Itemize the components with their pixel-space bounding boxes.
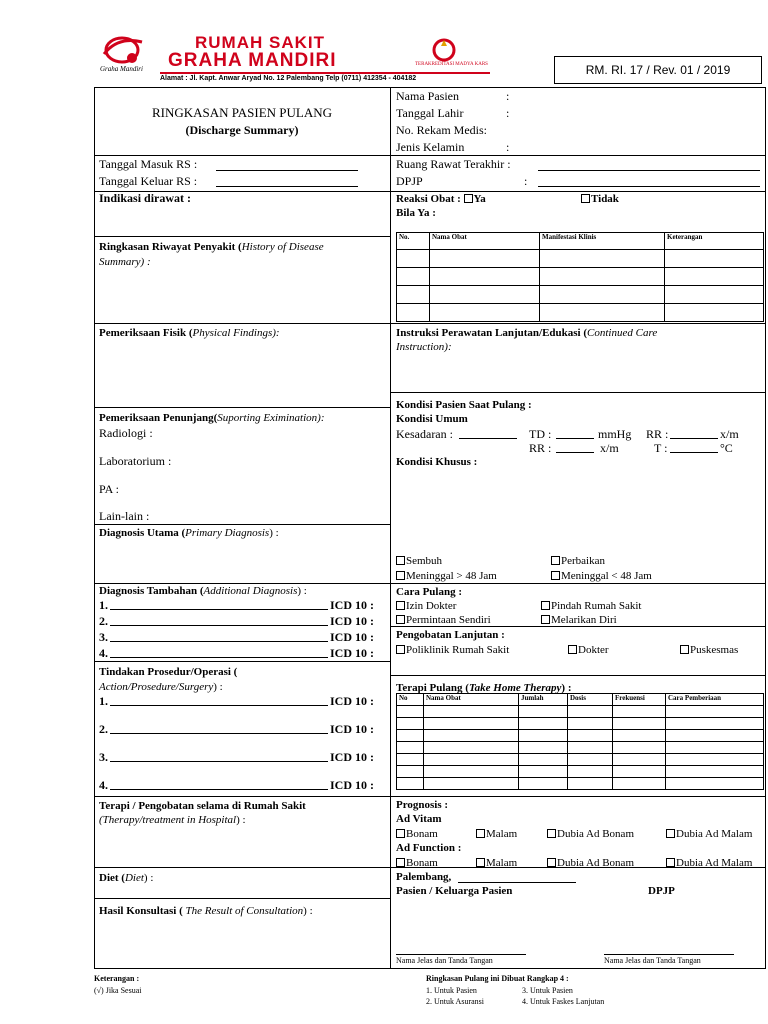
care-instruction-en: Continued Care: [587, 327, 658, 339]
patient-family-label: Pasien / Keluarga Pasien: [396, 885, 513, 897]
additional-diag-num: 1.: [99, 598, 108, 612]
take-home-therapy-table: [396, 693, 764, 790]
primary-diagnosis-label: [99, 526, 279, 540]
discharge-condition-label: Kondisi Pasien Saat Pulang :: [396, 399, 532, 411]
table-row[interactable]: [397, 718, 764, 730]
hospital-title-1: RUMAH SAKIT: [195, 33, 325, 52]
primary-diag-en: Primary Diagnosis: [185, 527, 270, 539]
hospital-therapy-end: ) :: [236, 814, 246, 826]
hospital-therapy-label-2: [99, 813, 246, 827]
improved-label: Perbaikan: [561, 555, 605, 567]
birth-date-label: Tanggal Lahir: [396, 106, 464, 120]
row-divider: [94, 661, 390, 662]
ad-vitam-label: Ad Vitam: [396, 813, 442, 825]
hospital-title-2: GRAHA MANDIRI: [168, 50, 337, 71]
supporting-exam-label: [99, 411, 325, 425]
row-divider: [94, 898, 390, 899]
runaway-option: [541, 613, 617, 627]
additional-diag-field[interactable]: [110, 641, 328, 642]
function-malam-label: Malam: [486, 857, 518, 869]
hospital-therapy-en: (Therapy/treatment in Hospital: [99, 814, 237, 826]
care-instruction-id: Instruksi Perawatan Lanjutan/Edukasi (: [396, 327, 588, 339]
procedure-num: 1.: [99, 694, 108, 708]
vitam-bonam-label: Bonam: [406, 828, 438, 840]
take-home-end: ) :: [561, 682, 572, 694]
died-lt48-option: [551, 569, 652, 583]
primary-diag-id: Diagnosis Utama (: [99, 527, 186, 539]
icd-label: ICD 10 :: [330, 646, 374, 660]
col-no: No.: [397, 233, 430, 250]
special-condition-label: Kondisi Khusus :: [396, 456, 478, 468]
function-dubia-bonam-label: Dubia Ad Bonam: [557, 857, 634, 869]
died-lt48-checkbox[interactable]: [551, 571, 560, 580]
laboratory-label: Laboratorium :: [99, 454, 172, 468]
copies-label: Ringkasan Pulang ini Dibuat Rangkap 4 :: [426, 974, 569, 983]
pa-label: PA :: [99, 482, 119, 496]
puskesmas-option: [680, 643, 738, 657]
col-no: No: [397, 694, 424, 706]
yes-label: Ya: [473, 193, 486, 205]
function-malam-option: [476, 856, 517, 870]
icd-label: ICD 10 :: [330, 750, 374, 764]
form-title: RINGKASAN PASIEN PULANG: [151, 105, 333, 120]
vitam-bonam-option: [396, 827, 438, 841]
row-divider: [94, 155, 766, 156]
consultation-label: [99, 904, 313, 918]
accreditation-seal: [426, 36, 462, 64]
own-request-checkbox[interactable]: [396, 615, 405, 624]
procedure-label-en: Action/Prosedure/Surgery: [99, 681, 214, 693]
doctor-checkbox[interactable]: [568, 645, 577, 654]
procedure-field[interactable]: [110, 733, 328, 734]
col-dose: Dosis: [568, 694, 613, 706]
row-divider: [390, 392, 766, 393]
discharge-date-field[interactable]: [216, 186, 358, 187]
form-subtitle: (Discharge Summary): [185, 123, 299, 137]
colon: :: [506, 140, 510, 154]
supporting-label-id: Pemeriksaan Penunjang(: [99, 412, 218, 424]
additional-diag-en: Additional Diagnosis: [203, 585, 298, 597]
function-dubia-malam-label: Dubia Ad Malam: [676, 857, 753, 869]
own-request-label: Permintaan Sendiri: [406, 614, 491, 626]
table-header-row: [397, 694, 764, 706]
died-gt48-label: Meninggal > 48 Jam: [406, 570, 497, 582]
colon: :: [506, 89, 510, 103]
rr-unit-2: x/m: [600, 441, 619, 455]
icd-label: ICD 10 :: [330, 694, 374, 708]
colon: :: [524, 174, 528, 188]
table-row[interactable]: [397, 304, 764, 322]
take-home-id: Terapi Pulang (: [396, 682, 469, 694]
consultation-label-end: ) :: [303, 905, 313, 917]
procedure-num: 3.: [99, 750, 108, 764]
copy-4: 4. Untuk Faskes Lanjutan: [522, 997, 605, 1006]
ad-function-label: Ad Function :: [396, 842, 462, 854]
recovered-checkbox[interactable]: [396, 556, 405, 565]
colon: :: [506, 106, 510, 120]
accreditation-text: TERAKREDITASI MADYA KARS: [415, 62, 488, 67]
bp-field[interactable]: [556, 438, 594, 439]
drug-reaction-label: [396, 192, 486, 206]
gender-label: Jenis Kelamin: [396, 140, 465, 154]
table-row[interactable]: [397, 268, 764, 286]
patient-signature-caption: Nama Jelas dan Tanda Tangan: [396, 956, 493, 965]
place-date-label: Palembang,: [396, 871, 452, 883]
procedure-field[interactable]: [110, 705, 328, 706]
runaway-label: Melarikan Diri: [551, 614, 617, 626]
procedure-num: 2.: [99, 722, 108, 736]
additional-diag-num: 4.: [99, 646, 108, 660]
died-gt48-checkbox[interactable]: [396, 571, 405, 580]
icd-label: ICD 10 :: [330, 722, 374, 736]
general-condition-label: Kondisi Umum: [396, 413, 468, 425]
primary-diag-end: ) :: [269, 527, 279, 539]
copy-3: 3. Untuk Pasien: [522, 986, 573, 995]
function-bonam-checkbox[interactable]: [396, 858, 405, 867]
care-instruction-label: [396, 326, 657, 340]
icd-label: ICD 10 :: [330, 778, 374, 792]
table-row[interactable]: [397, 754, 764, 766]
supporting-label-end: ):: [317, 412, 325, 424]
table-row[interactable]: [397, 778, 764, 790]
logo-caption: Graha Mandiri: [100, 65, 143, 73]
vitam-malam-label: Malam: [486, 828, 518, 840]
medical-record-label: No. Rekam Medis:: [396, 123, 487, 137]
temp-label: T :: [654, 441, 668, 455]
additional-diag-id: Diagnosis Tambahan (: [99, 585, 204, 597]
col-clinical-manifestation: Manifestasi Klinis: [540, 233, 665, 250]
indication-label: Indikasi dirawat :: [99, 191, 192, 205]
procedure-field[interactable]: [110, 789, 328, 790]
col-amount: Jumlah: [519, 694, 568, 706]
runaway-checkbox[interactable]: [541, 615, 550, 624]
procedure-field[interactable]: [110, 761, 328, 762]
rr-field[interactable]: [670, 438, 718, 439]
recovered-label: Sembuh: [406, 555, 443, 567]
table-header-row: [397, 233, 764, 250]
icd-label: ICD 10 :: [330, 598, 374, 612]
others-label: Lain-lain :: [99, 509, 150, 523]
rr-unit: x/m: [720, 427, 739, 441]
doctor-permission-option: [396, 599, 456, 613]
recovered-option: [396, 554, 442, 568]
rr-field-2[interactable]: [556, 452, 594, 453]
history-label: [99, 240, 324, 254]
procedure-label-2: [99, 680, 223, 694]
improved-checkbox[interactable]: [551, 556, 560, 565]
hospital-address: Alamat : Jl. Kapt. Anwar Aryad No. 12 Palembang Telp (0711) 412354 - 404182: [160, 75, 417, 82]
function-bonam-option: [396, 856, 438, 870]
form-code-box: RM. RI. 17 / Rev. 01 / 2019: [554, 56, 762, 84]
dpjp-signature-label: DPJP: [648, 885, 675, 897]
celsius-unit: °C: [720, 441, 733, 455]
hospital-therapy-label: Terapi / Pengobatan selama di Rumah Sakit: [99, 800, 306, 812]
dpjp-field[interactable]: [538, 186, 760, 187]
physical-findings-label: [99, 326, 280, 340]
vitam-dubia-malam-label: Dubia Ad Malam: [676, 828, 753, 840]
polyclinic-label: Poliklinik Rumah Sakit: [406, 644, 510, 656]
admission-date-label: Tanggal Masuk RS :: [99, 157, 198, 171]
history-label-id: Ringkasan Riwayat Penyakit (: [99, 241, 242, 253]
vitam-dubia-bonam-checkbox[interactable]: [547, 829, 556, 838]
vitam-dubia-malam-option: [666, 827, 752, 841]
physical-label-end: ):: [272, 327, 280, 339]
row-divider: [94, 323, 766, 324]
notes-label: Keterangan :: [94, 974, 140, 983]
dpjp-signature-caption: Nama Jelas dan Tanda Tangan: [604, 956, 701, 965]
kars-seal-icon: [426, 36, 462, 64]
consultation-label-en: The Result of Consultation: [182, 905, 304, 917]
radiology-label: Radiologi :: [99, 426, 153, 440]
table-row[interactable]: [397, 250, 764, 268]
transfer-option: [541, 599, 641, 613]
dpjp-signature-line[interactable]: [604, 954, 734, 955]
vitam-malam-checkbox[interactable]: [476, 829, 485, 838]
col-drug-name: Nama Obat: [430, 233, 540, 250]
drug-reaction-table: [396, 232, 764, 322]
physical-label-id: Pemeriksaan Fisik (: [99, 327, 193, 339]
admission-date-field[interactable]: [216, 170, 358, 171]
function-dubia-malam-checkbox[interactable]: [666, 858, 675, 867]
additional-diag-num: 2.: [99, 614, 108, 628]
doctor-permission-checkbox[interactable]: [396, 601, 405, 610]
additional-diagnosis-label: [99, 584, 307, 598]
vitam-dubia-malam-checkbox[interactable]: [666, 829, 675, 838]
care-instruction-en-2: Instruction):: [396, 341, 452, 353]
procedure-label-end: ) :: [213, 681, 223, 693]
additional-diag-end: ) :: [297, 585, 307, 597]
vitam-malam-option: [476, 827, 517, 841]
copy-2: 2. Untuk Asuransi: [426, 997, 484, 1006]
copy-1: 1. Untuk Pasien: [426, 986, 477, 995]
row-divider: [94, 796, 766, 797]
row-divider: [94, 236, 390, 237]
table-row[interactable]: [397, 706, 764, 718]
function-dubia-malam-option: [666, 856, 752, 870]
diet-label: [99, 871, 153, 885]
table-row[interactable]: [397, 742, 764, 754]
table-row[interactable]: [397, 730, 764, 742]
prognosis-label: Prognosis :: [396, 799, 449, 811]
rr-label-2: RR :: [529, 441, 552, 455]
col-administration: Cara Pemberiaan: [666, 694, 764, 706]
vitam-dubia-bonam-option: [547, 827, 634, 841]
diet-label-en: Diet: [124, 872, 144, 884]
consultation-label-id: Hasil Konsultasi (: [99, 905, 183, 917]
row-divider: [94, 407, 390, 408]
puskesmas-label: Puskesmas: [690, 644, 739, 656]
yes-checkbox[interactable]: [464, 194, 473, 203]
additional-diag-field[interactable]: [110, 657, 328, 658]
procedure-num: 4.: [99, 778, 108, 792]
row-divider: [94, 524, 390, 525]
additional-diag-field[interactable]: [110, 609, 328, 610]
temp-field[interactable]: [670, 452, 718, 453]
consciousness-label: Kesadaran :: [396, 427, 453, 441]
check-note: (√) Jika Sesuai: [94, 986, 142, 995]
take-home-en: Take Home Therapy: [468, 682, 562, 694]
discharge-method-label: Cara Pulang :: [396, 586, 462, 598]
date-field[interactable]: [458, 882, 576, 883]
icd-label: ICD 10 :: [330, 614, 374, 628]
physical-label-en: Physical Findings: [192, 327, 273, 339]
bp-label: TD :: [529, 427, 552, 441]
column-divider: [390, 87, 391, 969]
drug-reaction-text: Reaksi Obat :: [396, 193, 461, 205]
function-bonam-label: Bonam: [406, 857, 438, 869]
dpjp-label: DPJP: [396, 174, 423, 188]
table-row[interactable]: [397, 766, 764, 778]
doctor-label: Dokter: [578, 644, 609, 656]
puskesmas-checkbox[interactable]: [680, 645, 689, 654]
polyclinic-option: [396, 643, 509, 657]
vitam-dubia-bonam-label: Dubia Ad Bonam: [557, 828, 634, 840]
additional-diag-field[interactable]: [110, 625, 328, 626]
no-checkbox[interactable]: [581, 194, 590, 203]
function-dubia-bonam-option: [547, 856, 634, 870]
transfer-label: Pindah Rumah Sakit: [551, 600, 642, 612]
improved-option: [551, 554, 605, 568]
diet-label-id: Diet (: [99, 872, 125, 884]
mmhg-unit: mmHg: [598, 427, 632, 441]
function-dubia-bonam-checkbox[interactable]: [547, 858, 556, 867]
function-malam-checkbox[interactable]: [476, 858, 485, 867]
procedure-label-id: Tindakan Prosedur/Operasi (: [99, 666, 238, 678]
died-gt48-option: [396, 569, 497, 583]
doctor-option: [568, 643, 609, 657]
icd-label: ICD 10 :: [330, 630, 374, 644]
own-request-option: [396, 613, 491, 627]
patient-name-label: Nama Pasien: [396, 89, 459, 103]
history-label-en-2: Summary) :: [99, 256, 151, 268]
diet-label-end: ) :: [143, 872, 154, 884]
table-row[interactable]: [397, 286, 764, 304]
history-label-en: History of Disease: [241, 241, 324, 253]
last-ward-field[interactable]: [538, 170, 760, 171]
died-lt48-label: Meninggal < 48 Jam: [561, 570, 652, 582]
doctor-permission-label: Izin Dokter: [406, 600, 457, 612]
col-notes: Keterangan: [665, 233, 764, 250]
supporting-label-en: Suporting Eximination: [217, 412, 318, 424]
follow-up-label: Pengobatan Lanjutan :: [396, 629, 505, 641]
rr-label: RR :: [646, 427, 669, 441]
no-label: Tidak: [591, 193, 619, 205]
procedure-label: [99, 665, 237, 679]
col-frequency: Frekuensi: [613, 694, 666, 706]
transfer-checkbox[interactable]: [541, 601, 550, 610]
vitam-bonam-checkbox[interactable]: [396, 829, 405, 838]
if-yes-label: Bila Ya :: [396, 207, 436, 219]
last-ward-label: Ruang Rawat Terakhir :: [396, 157, 511, 171]
additional-diag-num: 3.: [99, 630, 108, 644]
col-drug-name: Nama Obat: [424, 694, 519, 706]
polyclinic-checkbox[interactable]: [396, 645, 405, 654]
patient-signature-line[interactable]: [396, 954, 526, 955]
consciousness-field[interactable]: [459, 438, 517, 439]
row-divider: [390, 675, 766, 676]
no-option: [581, 192, 619, 206]
discharge-date-label: Tanggal Keluar RS :: [99, 174, 198, 188]
